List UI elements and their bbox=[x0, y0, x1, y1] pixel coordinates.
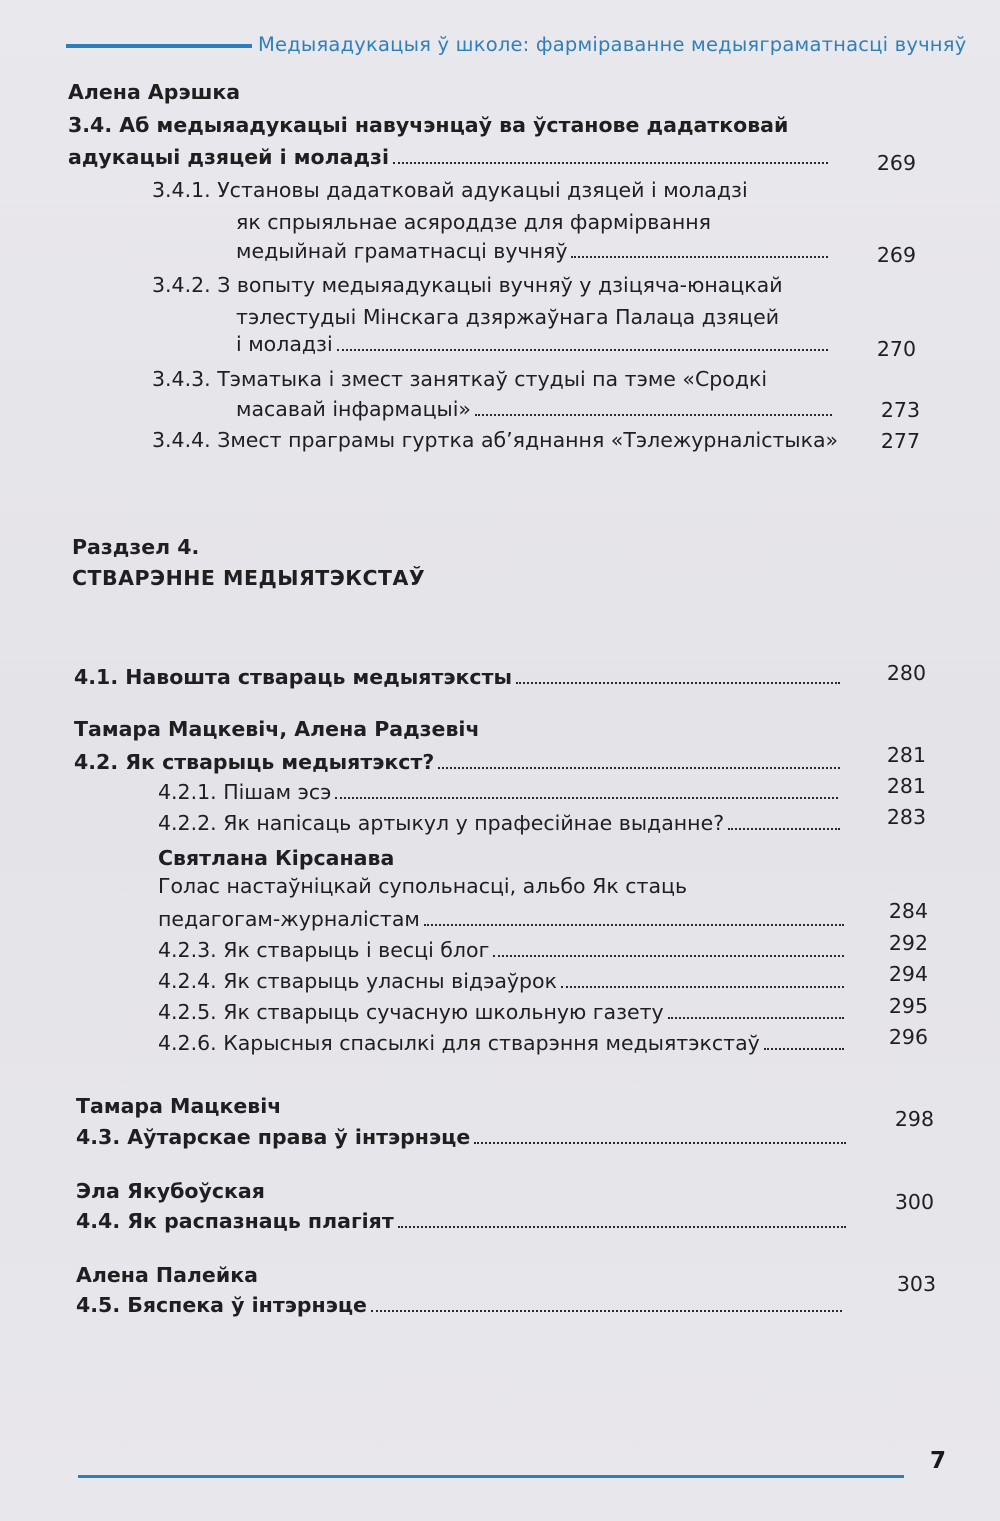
toc-author: Алена Арэшка bbox=[68, 80, 241, 104]
toc-page-number: 292 bbox=[888, 931, 928, 955]
toc-author: Тамара Мацкевіч bbox=[76, 1094, 282, 1118]
leader-dots bbox=[764, 1048, 844, 1050]
toc-page-number: 300 bbox=[894, 1190, 934, 1214]
toc-entry-title: 4.4. Як распазнаць плагіят bbox=[76, 1208, 394, 1233]
toc-entry bbox=[158, 967, 848, 991]
toc-page-number: 296 bbox=[888, 1025, 928, 1049]
toc-subentry-line: тэлестудыі Мінскага дзяржаўнага Палаца дзяцей bbox=[236, 305, 780, 329]
toc-entry-title: педагогам-журналістам bbox=[158, 906, 420, 931]
toc-page-number: 280 bbox=[886, 661, 926, 685]
leader-dots bbox=[393, 162, 828, 164]
section-title: СТВАРЭННЕ МЕДЫЯТЭКСТАЎ bbox=[72, 566, 426, 590]
toc-entry-title: 4.1. Навошта ствараць медыятэксты bbox=[74, 664, 512, 689]
toc-entry bbox=[158, 809, 844, 833]
toc-author: Святлана Кірсанава bbox=[158, 846, 395, 870]
running-head: Медыяадукацыя ў школе: фарміраванне медыяграматнасці вучняў bbox=[258, 33, 967, 56]
toc-page-number: 277 bbox=[880, 429, 920, 453]
toc-entry-title: медыйнай граматнасці вучняў bbox=[236, 238, 568, 263]
toc-entry-title: 4.2.5. Як стварыць сучасную школьную газету bbox=[158, 999, 664, 1024]
toc-entry-title: 4.3. Аўтарскае права ў інтэрнэце bbox=[76, 1124, 471, 1149]
toc-page-number: 269 bbox=[876, 243, 916, 267]
toc-entry bbox=[236, 395, 836, 419]
leader-dots bbox=[371, 1310, 842, 1312]
toc-author: Эла Якубоўская bbox=[76, 1179, 265, 1203]
toc-entry bbox=[76, 1291, 846, 1315]
toc-entry bbox=[74, 748, 844, 772]
toc-entry-title: 4.2.3. Як стварыць і весці блог bbox=[158, 937, 490, 962]
toc-entry-title: 4.2.6. Карысныя спасылкі для стварэння медыятэкстаў bbox=[158, 1030, 760, 1055]
toc-subentry-line: 3.4.2. З вопыту медыяадукацыі вучняў у дзіцяча-юнацкай bbox=[152, 273, 783, 297]
toc-author: Алена Палейка bbox=[76, 1263, 258, 1287]
leader-dots bbox=[571, 256, 828, 258]
toc-entry-title: 4.2.2. Як напісаць артыкул у прафесійнае выданне? bbox=[158, 810, 725, 835]
toc-entry-title: 4.2.1. Пішам эсэ bbox=[158, 779, 332, 804]
toc-page-number: 284 bbox=[888, 899, 928, 923]
toc-entry-title: масавай інфармацыі» bbox=[236, 396, 471, 421]
leader-dots bbox=[561, 986, 844, 988]
toc-page-number: 303 bbox=[896, 1272, 936, 1296]
toc-subentry-line: 3.4.1. Установы дадатковай адукацыі дзяцей і моладзі bbox=[152, 178, 748, 202]
toc-page-number: 294 bbox=[888, 962, 928, 986]
leader-dots bbox=[398, 1226, 846, 1228]
leader-dots bbox=[475, 414, 832, 416]
toc-entry bbox=[68, 143, 832, 167]
toc-entry bbox=[158, 778, 842, 802]
toc-entry bbox=[74, 663, 844, 687]
toc-page-number: 270 bbox=[876, 337, 916, 361]
toc-page-number: 281 bbox=[886, 774, 926, 798]
toc-entry-title: 4.5. Бяспека ў інтэрнэце bbox=[76, 1292, 367, 1317]
toc-entry bbox=[236, 237, 832, 261]
toc-entry bbox=[158, 998, 848, 1022]
toc-page-number: 283 bbox=[886, 805, 926, 829]
toc-entry-title: 4.2. Як стварыць медыятэкст? bbox=[74, 749, 435, 774]
leader-dots bbox=[516, 682, 840, 684]
toc-page-number: 281 bbox=[886, 743, 926, 767]
toc-entry bbox=[158, 936, 848, 960]
toc-entry bbox=[158, 905, 848, 929]
leader-dots bbox=[438, 767, 840, 769]
toc-entry bbox=[236, 330, 832, 354]
toc-page-number: 269 bbox=[876, 151, 916, 175]
leader-dots bbox=[474, 1142, 846, 1144]
toc-entry-title: 4.2.4. Як стварыць уласны відэаўрок bbox=[158, 968, 557, 993]
toc-entry-title: і моладзі bbox=[236, 331, 333, 356]
leader-dots bbox=[424, 924, 844, 926]
toc-entry bbox=[76, 1207, 850, 1231]
toc-page-number: 273 bbox=[880, 398, 920, 422]
toc-entry-title: 3.4.4. Змест праграмы гуртка аб’яднання «Тэлежурналістыка» bbox=[152, 427, 839, 452]
page-number: 7 bbox=[930, 1448, 947, 1474]
toc-entry-line: Голас настаўніцкай супольнасці, альбо Як стаць bbox=[158, 874, 688, 898]
leader-dots bbox=[668, 1017, 844, 1019]
toc-page-number: 298 bbox=[894, 1107, 934, 1131]
toc-entry bbox=[152, 426, 839, 452]
toc-heading: 3.4. Аб медыяадукацыі навучэнцаў ва ўстанове дадатковай bbox=[68, 113, 789, 137]
toc-entry-title: адукацыі дзяцей і моладзі bbox=[68, 144, 389, 169]
toc-entry bbox=[76, 1123, 850, 1147]
toc-page-number: 295 bbox=[888, 994, 928, 1018]
leader-dots bbox=[493, 955, 844, 957]
footer-rule bbox=[78, 1475, 904, 1478]
leader-dots bbox=[337, 349, 828, 351]
toc-subentry-line: як спрыяльнае асяроддзе для фармірвання bbox=[236, 210, 711, 234]
leader-dots bbox=[728, 828, 840, 830]
header-rule bbox=[66, 44, 252, 48]
toc-subentry-line: 3.4.3. Тэматыка і змест заняткаў студыі па тэме «Сродкі bbox=[152, 367, 768, 391]
toc-entry bbox=[158, 1029, 848, 1053]
section-label: Раздзел 4. bbox=[72, 535, 200, 559]
leader-dots bbox=[335, 797, 838, 799]
toc-author: Тамара Мацкевіч, Алена Радзевіч bbox=[74, 717, 480, 741]
